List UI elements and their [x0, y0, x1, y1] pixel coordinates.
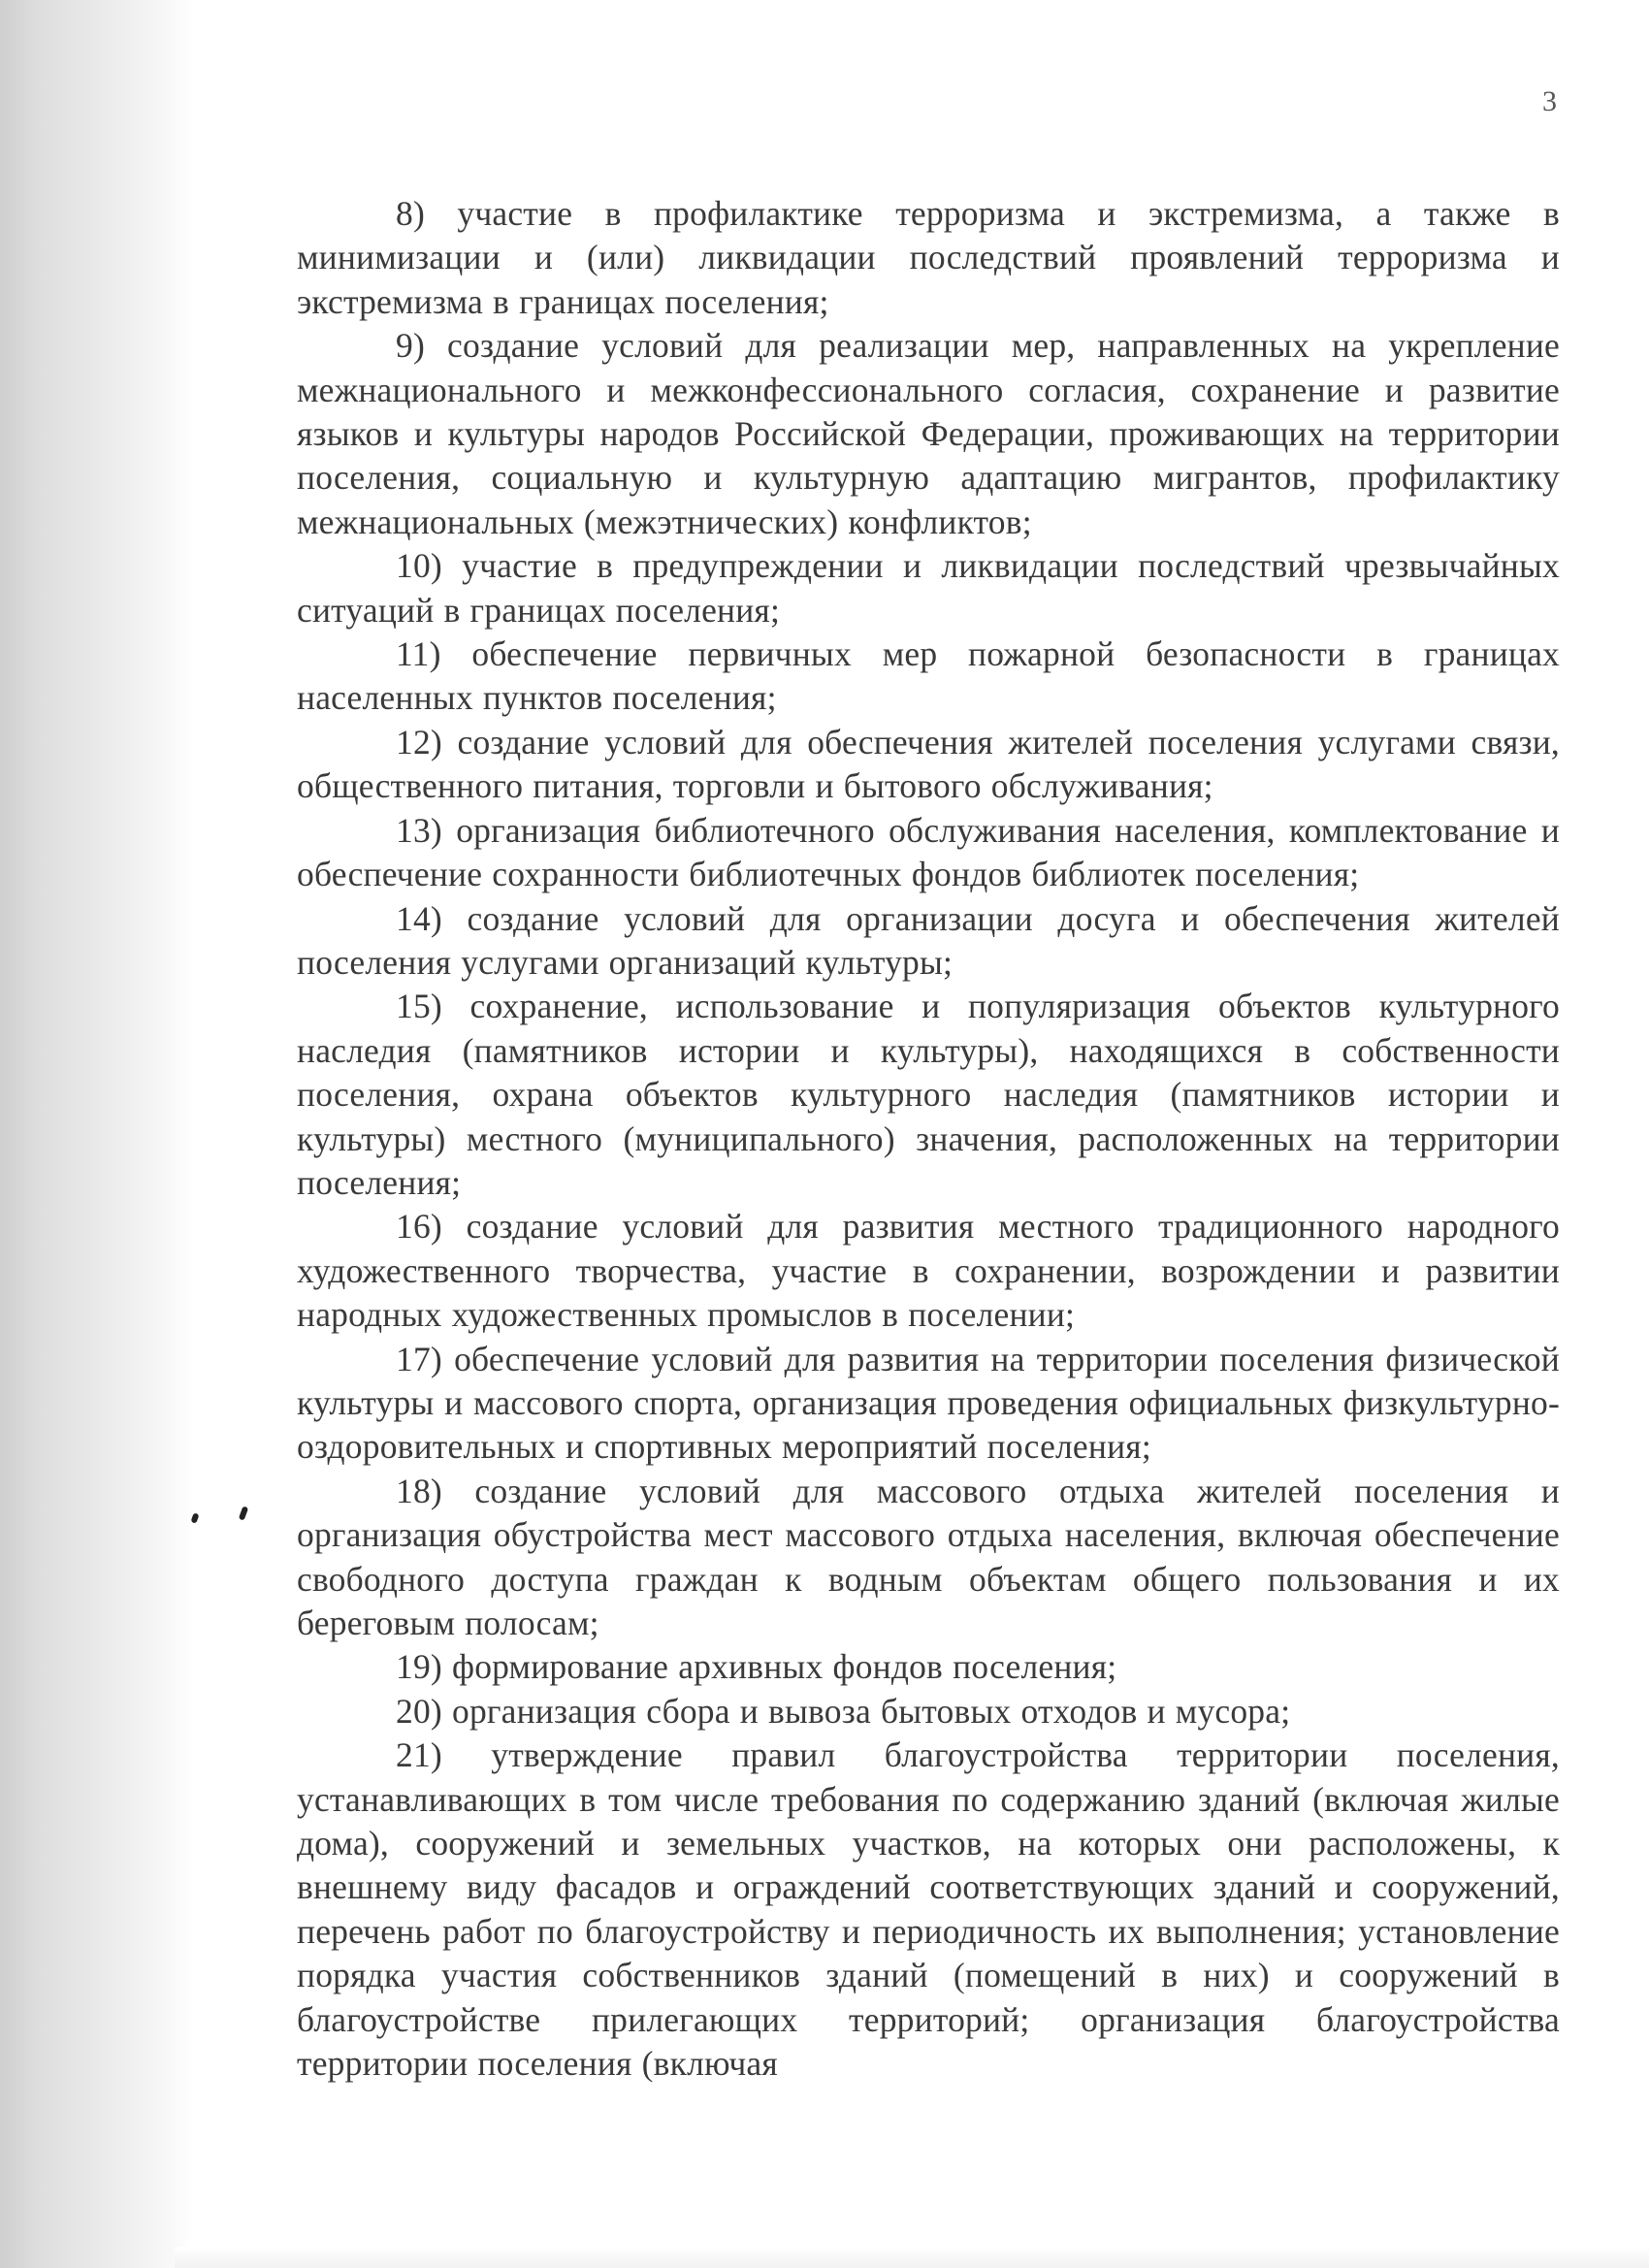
- paragraph-item-15: 15) сохранение, использование и популяризация объектов культурного наследия (памятников истории и культуры), находящихся в собственности поселения, охрана объектов культурного наследия (памятников истории и культуры) местного (муниципального) значения, расположенных на территории поселения;: [297, 987, 1560, 1202]
- paragraph-item-10: 10) участие в предупреждении и ликвидации последствий чрезвычайных ситуаций в границах поселения;: [297, 546, 1560, 630]
- paragraph-item-13: 13) организация библиотечного обслуживания населения, комплектование и обеспечение сохранности библиотечных фондов библиотек поселения;: [297, 810, 1560, 894]
- scan-shadow-bottom: [175, 2247, 1649, 2268]
- scan-speck: [239, 1506, 248, 1520]
- paragraph-item-14: 14) создание условий для организации досуга и обеспечения жителей поселения услугами организаций культуры;: [297, 898, 1560, 982]
- scan-shadow: [0, 0, 194, 2268]
- paragraph-item-21: 21) утверждение правил благоустройства территории поселения, устанавливающих в том числе требования по содержанию зданий (включая жилые дома), сооружений и земельных участков, на которых они расположены, к внешнему виду фасадов и ограждений соответствующих зданий и сооружений, перечень работ по благоустройству и периодичность их выполнения; установление порядка участия собственников зданий (помещений в них) и сооружений в благоустройстве прилегающих территорий; организация благоустройства территории поселения (включая: [297, 1735, 1560, 2084]
- paragraph-item-16: 16) создание условий для развития местного традиционного народного художественного творчества, участие в сохранении, возрождении и развитии народных художественных промыслов в поселении;: [297, 1207, 1560, 1335]
- paragraph-item-8: 8) участие в профилактике терроризма и экстремизма, а также в минимизации и (или) ликвидации последствий проявлений терроризма и экстремизма в границах поселения;: [297, 194, 1560, 321]
- document-body: [297, 192, 1560, 2086]
- paragraph-item-18: 18) создание условий для массового отдыха жителей поселения и организация обустройства мест массового отдыха населения, включая обеспечение свободного доступа граждан к водным объектам общего пользования и их береговым полосам;: [297, 1471, 1560, 1642]
- paragraph-item-17: 17) обеспечение условий для развития на территории поселения физической культуры и массового спорта, организация проведения официальных физкультурно-оздоровительных и спортивных мероприятий поселения;: [297, 1339, 1560, 1467]
- paragraph-item-11: 11) обеспечение первичных мер пожарной безопасности в границах населенных пунктов поселения;: [297, 634, 1560, 718]
- paragraph-item-19: 19) формирование архивных фондов поселения;: [396, 1647, 1117, 1687]
- paragraph-item-20: 20) организация сбора и вывоза бытовых отходов и мусора;: [396, 1691, 1291, 1731]
- paragraph-item-9: 9) создание условий для реализации мер, направленных на укрепление межнационального и межконфессионального согласия, сохранение и развитие языков и культуры народов Российской Федерации, проживающих на территории поселения, социальную и культурную адаптацию мигрантов, профилактику межнациональных (межэтнических) конфликтов;: [297, 326, 1560, 541]
- paragraph-item-12: 12) создание условий для обеспечения жителей поселения услугами связи, общественного питания, торговли и бытового обслуживания;: [297, 722, 1560, 806]
- page-number: 3: [1542, 85, 1557, 117]
